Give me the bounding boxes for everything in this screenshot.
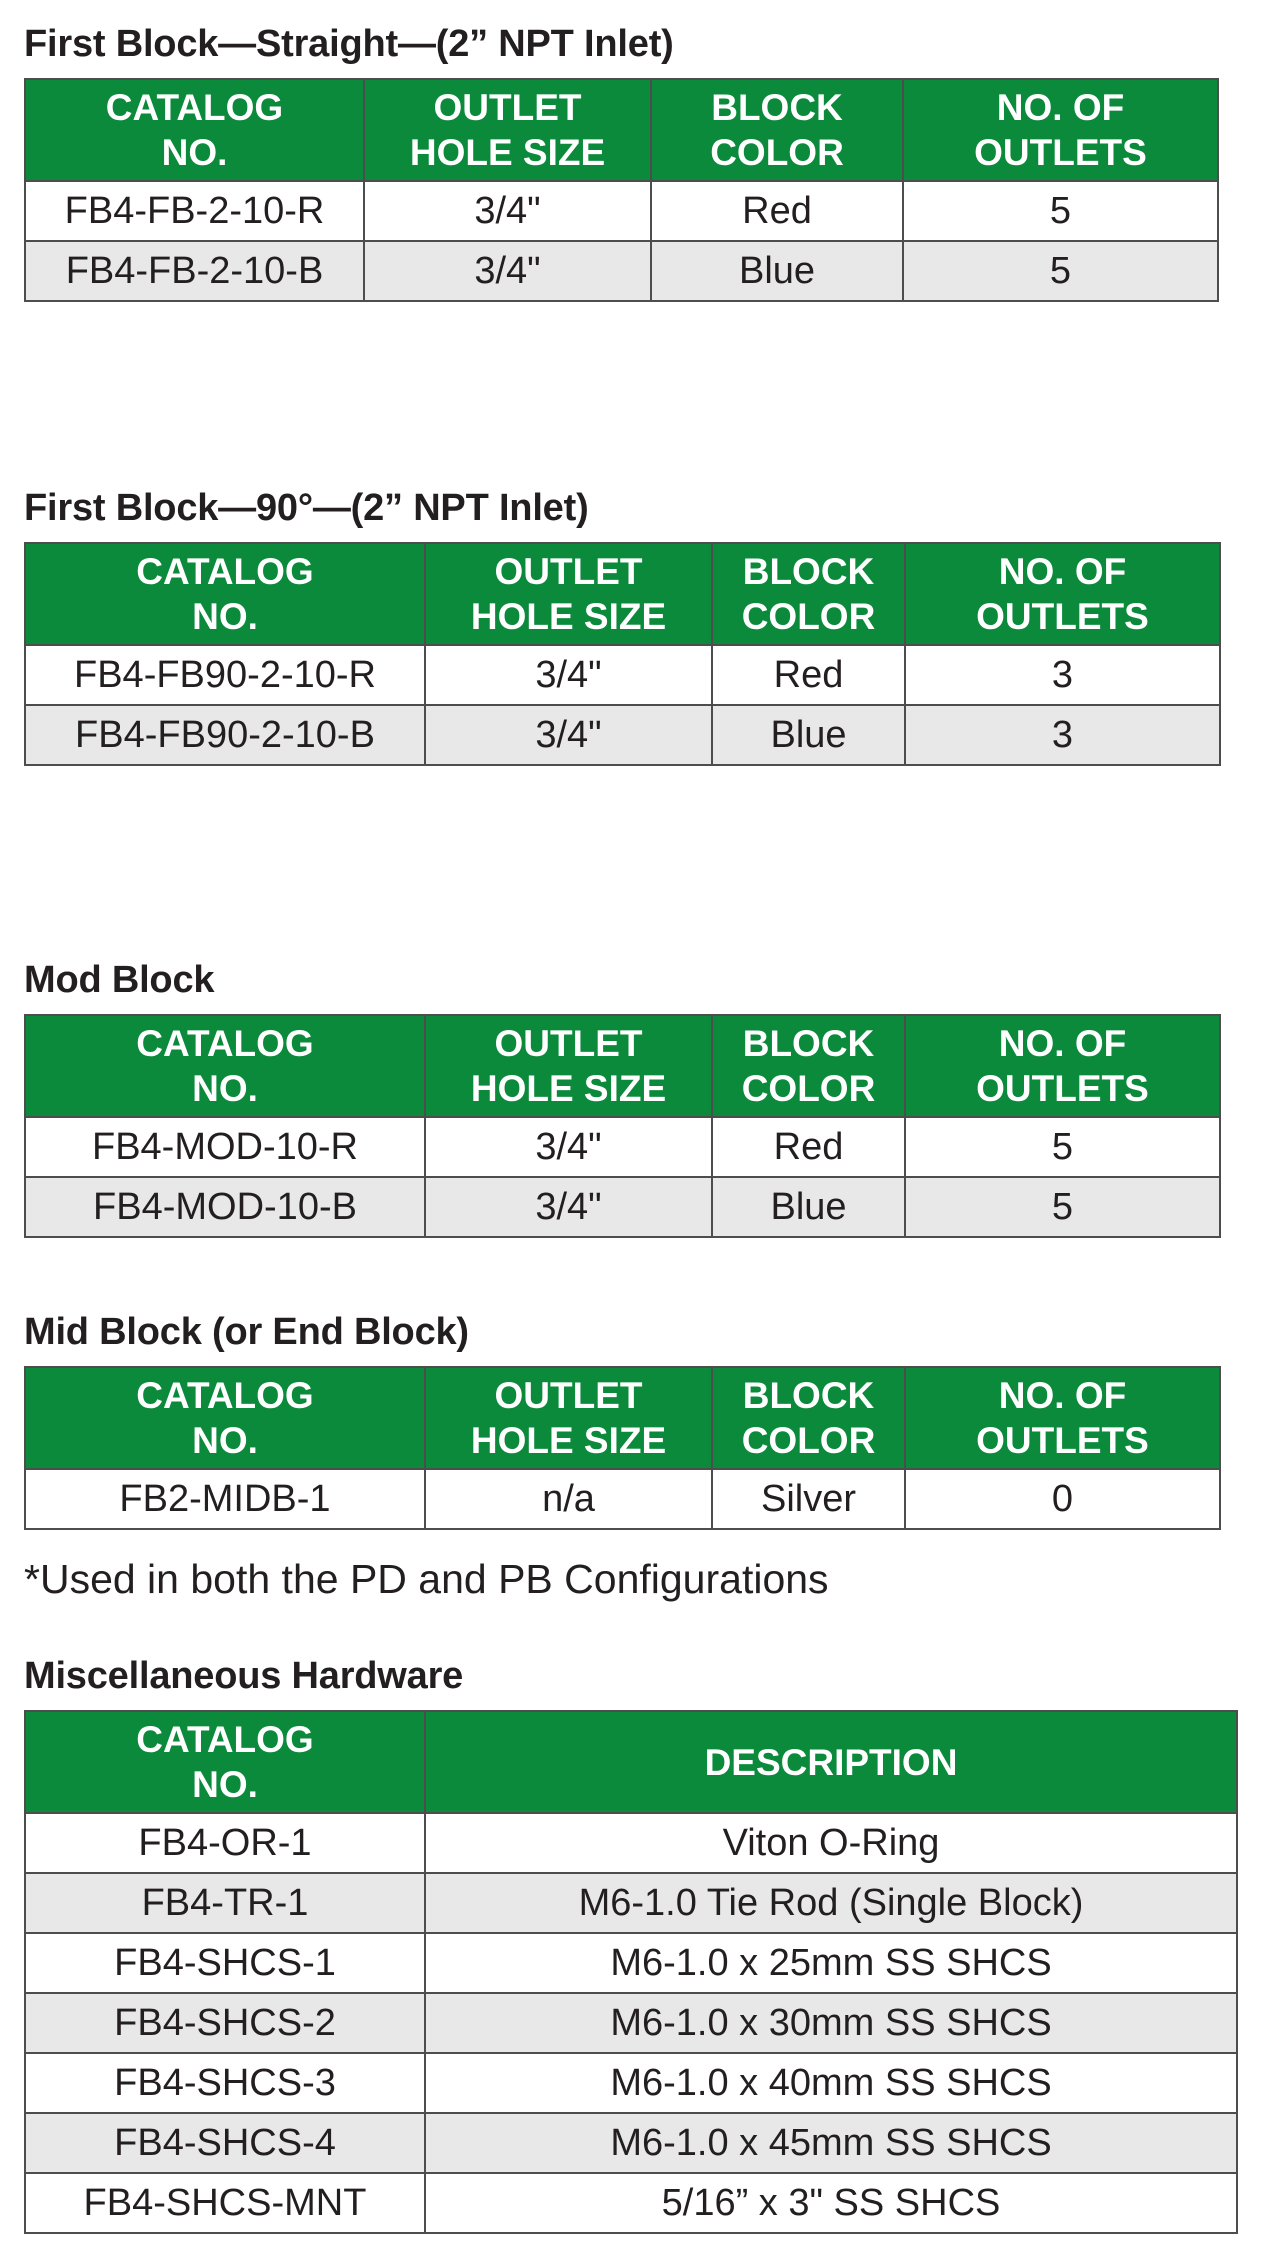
header-catalog-no: CATALOG NO. [25, 79, 364, 181]
header-catalog-no: CATALOG NO. [25, 543, 425, 645]
table-header-row [25, 543, 1220, 645]
cell-no-of-outlets: 5 [905, 1177, 1220, 1237]
cell-catalog-no: FB4-FB-2-10-R [25, 181, 364, 241]
cell-catalog-no: FB2-MIDB-1 [25, 1469, 425, 1529]
cell-catalog-no: FB4-OR-1 [25, 1813, 425, 1873]
cell-catalog-no: FB4-TR-1 [25, 1873, 425, 1933]
table-row [25, 1469, 1220, 1529]
cell-description: M6-1.0 x 25mm SS SHCS [425, 1933, 1237, 1993]
cell-outlet-hole-size: 3/4" [425, 705, 712, 765]
header-description: DESCRIPTION [425, 1711, 1237, 1813]
catalog-table-first-block-90 [24, 542, 1221, 766]
header-outlet-hole-size: OUTLET HOLE SIZE [425, 1367, 712, 1469]
section-title: First Block—Straight—(2” NPT Inlet) [24, 23, 674, 65]
table-row [25, 181, 1218, 241]
header-no-of-outlets: NO. OF OUTLETS [903, 79, 1218, 181]
cell-catalog-no: FB4-SHCS-MNT [25, 2173, 425, 2233]
cell-catalog-no: FB4-FB-2-10-B [25, 241, 364, 301]
cell-no-of-outlets: 3 [905, 645, 1220, 705]
section-first-block-90 [24, 486, 1221, 766]
section-mod-block [24, 958, 1221, 1238]
cell-block-color: Blue [712, 705, 905, 765]
cell-outlet-hole-size: n/a [425, 1469, 712, 1529]
cell-block-color: Blue [712, 1177, 905, 1237]
cell-catalog-no: FB4-SHCS-3 [25, 2053, 425, 2113]
cell-catalog-no: FB4-MOD-10-B [25, 1177, 425, 1237]
cell-outlet-hole-size: 3/4" [425, 645, 712, 705]
cell-description: 5/16” x 3" SS SHCS [425, 2173, 1237, 2233]
table-row [25, 1993, 1237, 2053]
table-header-row [25, 1711, 1237, 1813]
cell-no-of-outlets: 3 [905, 705, 1220, 765]
table-header-row [25, 79, 1218, 181]
table-row [25, 2053, 1237, 2113]
header-outlet-hole-size: OUTLET HOLE SIZE [364, 79, 651, 181]
table-row [25, 1873, 1237, 1933]
table-row [25, 241, 1218, 301]
section-misc-hardware [24, 1654, 1238, 2234]
section-title: Mod Block [24, 959, 215, 1001]
cell-no-of-outlets: 5 [903, 241, 1218, 301]
cell-description: M6-1.0 x 40mm SS SHCS [425, 2053, 1237, 2113]
header-no-of-outlets: NO. OF OUTLETS [905, 543, 1220, 645]
cell-catalog-no: FB4-MOD-10-R [25, 1117, 425, 1177]
table-row [25, 1177, 1220, 1237]
cell-description: M6-1.0 x 30mm SS SHCS [425, 1993, 1237, 2053]
cell-catalog-no: FB4-SHCS-1 [25, 1933, 425, 1993]
header-outlet-hole-size: OUTLET HOLE SIZE [425, 543, 712, 645]
section-title: Miscellaneous Hardware [24, 1655, 464, 1697]
header-block-color: BLOCK COLOR [651, 79, 903, 181]
configuration-note: *Used in both the PD and PB Configurations [24, 1556, 829, 1602]
cell-block-color: Red [651, 181, 903, 241]
cell-outlet-hole-size: 3/4" [425, 1117, 712, 1177]
catalog-table-misc-hardware [24, 1710, 1238, 2234]
cell-outlet-hole-size: 3/4" [364, 241, 651, 301]
table-row [25, 2173, 1237, 2233]
header-no-of-outlets: NO. OF OUTLETS [905, 1367, 1220, 1469]
table-row [25, 645, 1220, 705]
cell-no-of-outlets: 0 [905, 1469, 1220, 1529]
section-title: Mid Block (or End Block) [24, 1311, 469, 1353]
cell-outlet-hole-size: 3/4" [364, 181, 651, 241]
cell-block-color: Red [712, 645, 905, 705]
table-header-row [25, 1367, 1220, 1469]
header-block-color: BLOCK COLOR [712, 1015, 905, 1117]
header-block-color: BLOCK COLOR [712, 1367, 905, 1469]
cell-description: Viton O-Ring [425, 1813, 1237, 1873]
header-outlet-hole-size: OUTLET HOLE SIZE [425, 1015, 712, 1117]
header-block-color: BLOCK COLOR [712, 543, 905, 645]
cell-block-color: Silver [712, 1469, 905, 1529]
catalog-table-first-block-straight [24, 78, 1219, 302]
section-mid-block [24, 1310, 1221, 1530]
header-catalog-no: CATALOG NO. [25, 1015, 425, 1117]
header-catalog-no: CATALOG NO. [25, 1367, 425, 1469]
section-first-block-straight [24, 22, 1219, 302]
cell-catalog-no: FB4-FB90-2-10-B [25, 705, 425, 765]
cell-catalog-no: FB4-FB90-2-10-R [25, 645, 425, 705]
cell-outlet-hole-size: 3/4" [425, 1177, 712, 1237]
table-header-row [25, 1015, 1220, 1117]
cell-block-color: Blue [651, 241, 903, 301]
cell-description: M6-1.0 x 45mm SS SHCS [425, 2113, 1237, 2173]
table-row [25, 1117, 1220, 1177]
table-row [25, 2113, 1237, 2173]
cell-no-of-outlets: 5 [903, 181, 1218, 241]
cell-catalog-no: FB4-SHCS-4 [25, 2113, 425, 2173]
header-no-of-outlets: NO. OF OUTLETS [905, 1015, 1220, 1117]
cell-block-color: Red [712, 1117, 905, 1177]
table-row [25, 705, 1220, 765]
table-row [25, 1813, 1237, 1873]
section-title: First Block—90°—(2” NPT Inlet) [24, 487, 589, 529]
cell-catalog-no: FB4-SHCS-2 [25, 1993, 425, 2053]
cell-description: M6-1.0 Tie Rod (Single Block) [425, 1873, 1237, 1933]
cell-no-of-outlets: 5 [905, 1117, 1220, 1177]
catalog-table-mid-block [24, 1366, 1221, 1530]
header-catalog-no: CATALOG NO. [25, 1711, 425, 1813]
table-row [25, 1933, 1237, 1993]
catalog-table-mod-block [24, 1014, 1221, 1238]
